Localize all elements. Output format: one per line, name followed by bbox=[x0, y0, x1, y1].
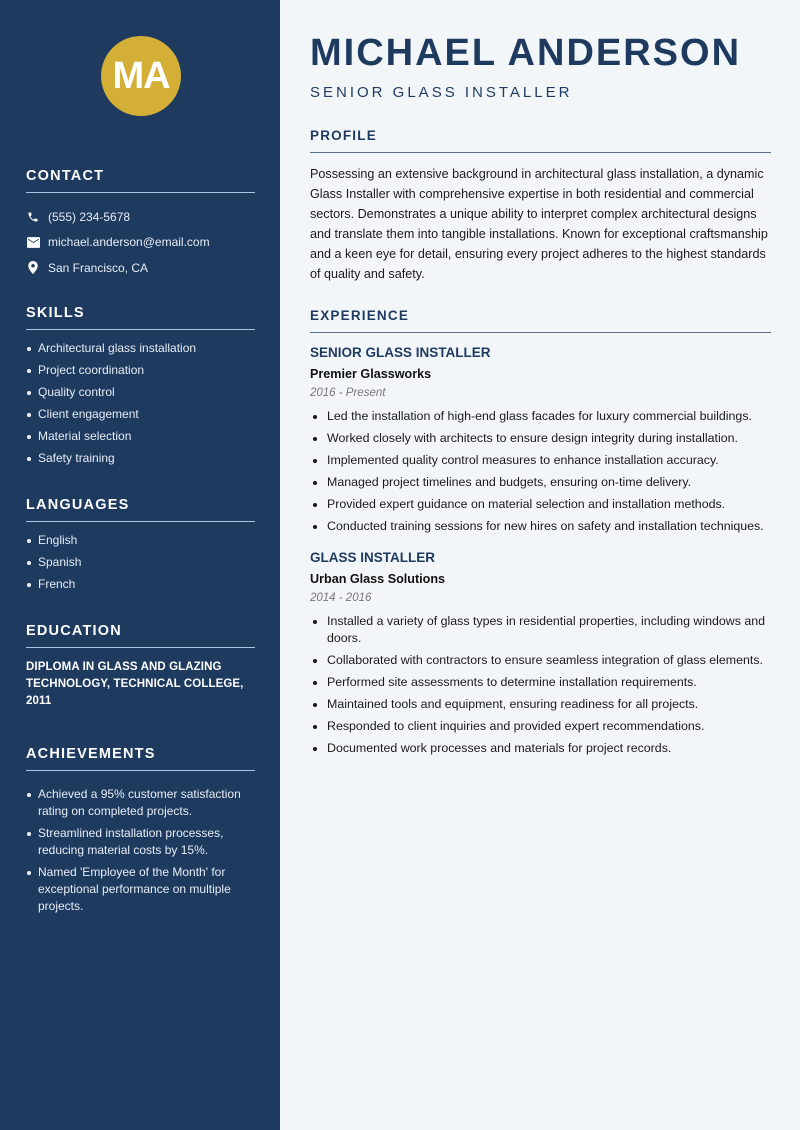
languages-list bbox=[26, 532, 255, 593]
job-entry bbox=[310, 345, 771, 536]
achievements-section bbox=[26, 746, 255, 920]
contact-email bbox=[26, 230, 255, 256]
job-bullet: Performed site assessments to determine installation requirements. bbox=[310, 674, 771, 692]
skill-item: Material selection bbox=[26, 428, 255, 445]
job-bullet: Documented work processes and materials for project records. bbox=[310, 740, 771, 758]
job-bullet: Installed a variety of glass types in residential properties, including windows and doors. bbox=[310, 613, 771, 648]
skills-section bbox=[26, 305, 255, 472]
education-heading: EDUCATION bbox=[26, 623, 255, 648]
sidebar bbox=[0, 0, 280, 1130]
skill-item: Client engagement bbox=[26, 406, 255, 423]
contact-location bbox=[26, 255, 255, 281]
language-item: Spanish bbox=[26, 554, 255, 571]
skill-item: Architectural glass installation bbox=[26, 340, 255, 357]
contact-section bbox=[26, 168, 255, 281]
achievements-list bbox=[26, 786, 255, 915]
email-value: michael.anderson@email.com bbox=[48, 235, 210, 250]
phone-icon bbox=[26, 210, 40, 224]
language-item: French bbox=[26, 576, 255, 593]
experience-heading: EXPERIENCE bbox=[310, 308, 771, 333]
skills-heading: SKILLS bbox=[26, 305, 255, 330]
achievements-heading: ACHIEVEMENTS bbox=[26, 746, 255, 771]
location-pin-icon bbox=[26, 261, 40, 275]
profile-section bbox=[310, 128, 771, 284]
education-section bbox=[26, 623, 255, 710]
achievement-item: Named 'Employee of the Month' for exceptional performance on multiple projects. bbox=[26, 864, 255, 915]
job-bullet: Worked closely with architects to ensure design integrity during installation. bbox=[310, 430, 771, 448]
location-value: San Francisco, CA bbox=[48, 260, 149, 275]
job-dates: 2016 - Present bbox=[310, 387, 386, 399]
job-company: Premier Glassworks bbox=[310, 367, 432, 381]
avatar bbox=[101, 36, 181, 116]
job-bullet: Provided expert guidance on material selection and installation methods. bbox=[310, 496, 771, 514]
job-bullet: Responded to client inquiries and provided expert recommendations. bbox=[310, 718, 771, 736]
job-role: GLASS INSTALLER bbox=[310, 549, 436, 565]
job-bullet: Maintained tools and equipment, ensuring readiness for all projects. bbox=[310, 696, 771, 714]
job-bullet: Conducted training sessions for new hires on safety and installation techniques. bbox=[310, 518, 771, 536]
avatar-initials: MA bbox=[112, 54, 170, 97]
job-entry bbox=[310, 550, 771, 758]
skill-item: Quality control bbox=[26, 384, 255, 401]
profile-text: Possessing an extensive background in architectural glass installation, a dynamic Glass Installer with comprehensive expertise in both residential and commercial sectors. Demonstrates a unique ability to interpret complex architectural designs and translate them into tangible installations. Known for exceptional craftsmanship and a keen eye for detail, ensuring every project adheres to the highest standards of quality and safety. bbox=[310, 167, 768, 281]
languages-section bbox=[26, 497, 255, 598]
job-bullets bbox=[310, 408, 771, 536]
languages-heading: LANGUAGES bbox=[26, 497, 255, 522]
contact-list bbox=[26, 204, 255, 281]
achievement-item: Achieved a 95% customer satisfaction rating on completed projects. bbox=[26, 786, 255, 820]
contact-heading: CONTACT bbox=[26, 168, 255, 193]
job-bullet: Collaborated with contractors to ensure seamless integration of glass elements. bbox=[310, 652, 771, 670]
education-entry: DIPLOMA IN GLASS AND GLAZING TECHNOLOGY, TECHNICAL COLLEGE, 2011 bbox=[26, 661, 244, 707]
job-bullet: Managed project timelines and budgets, ensuring on-time delivery. bbox=[310, 474, 771, 492]
candidate-title: SENIOR GLASS INSTALLER bbox=[310, 84, 573, 101]
candidate-name: MICHAEL ANDERSON bbox=[310, 32, 742, 74]
mail-icon bbox=[26, 235, 40, 249]
skill-item: Safety training bbox=[26, 450, 255, 467]
job-company: Urban Glass Solutions bbox=[310, 571, 446, 586]
achievement-item: Streamlined installation processes, reducing material costs by 15%. bbox=[26, 825, 255, 859]
experience-section bbox=[310, 308, 771, 762]
job-dates: 2014 - 2016 bbox=[310, 591, 372, 604]
job-bullet: Implemented quality control measures to enhance installation accuracy. bbox=[310, 452, 771, 470]
job-bullets bbox=[310, 613, 771, 758]
phone-value: (555) 234-5678 bbox=[48, 209, 131, 224]
skills-list bbox=[26, 340, 255, 467]
job-role: SENIOR GLASS INSTALLER bbox=[310, 345, 491, 360]
skill-item: Project coordination bbox=[26, 362, 255, 379]
profile-heading: PROFILE bbox=[310, 128, 771, 153]
language-item: English bbox=[26, 532, 255, 549]
job-bullet: Led the installation of high-end glass facades for luxury commercial buildings. bbox=[310, 408, 771, 426]
contact-phone bbox=[26, 204, 255, 230]
